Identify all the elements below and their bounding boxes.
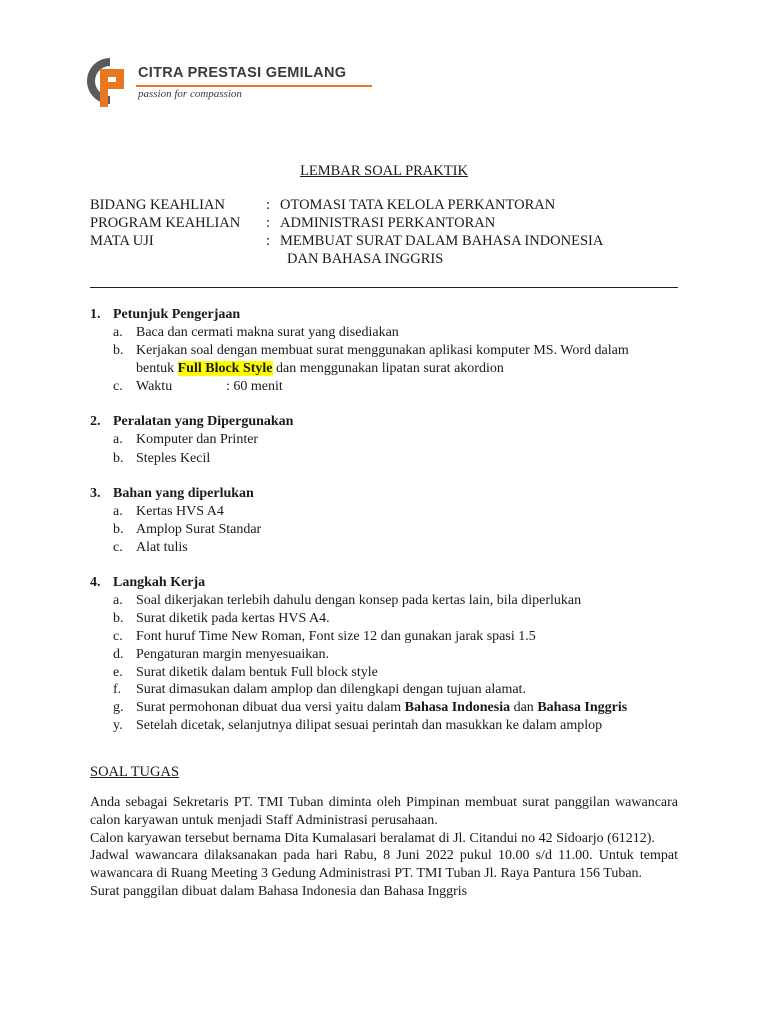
info-sep: :	[266, 215, 271, 231]
list-item-continuation: bentuk Full Block Style dan menggunakan lipatan surat akordion	[136, 361, 504, 376]
paragraph: Jadwal wawancara dilaksanakan pada hari Rabu, 8 Juni 2022 pukul 10.00 s/d 11.00. Untuk tempat wawancara di Ruang Meeting 3 Gedung Administrasi PT. TMI Tuban Jl. Raya Pantura 156 Tuban.	[90, 848, 678, 882]
section-heading: 1. Petunjuk Pengerjaan	[90, 307, 241, 322]
paragraph: Anda sebagai Sekretaris PT. TMI Tuban diminta oleh Pimpinan membuat surat panggilan wawancara calon karyawan untuk menjadi Staff Administrasi perusahaan.	[90, 795, 678, 828]
list-item: b. Kerjakan soal dengan membuat surat menggunakan aplikasi komputer MS. Word dalam	[113, 343, 629, 358]
list-item: a. Komputer dan Printer	[113, 432, 259, 447]
paragraph: Surat panggilan dibuat dalam Bahasa Indonesia dan Bahasa Inggris	[90, 883, 468, 899]
list-item: d. Pengaturan margin menyesuaikan.	[113, 647, 329, 662]
list-item: c. Alat tulis	[113, 540, 188, 555]
info-sep: :	[266, 233, 271, 249]
section-heading: 2. Peralatan yang Dipergunakan	[90, 414, 294, 429]
list-item: a. Kertas HVS A4	[113, 504, 224, 519]
list-item: b. Surat diketik pada kertas HVS A4.	[113, 611, 330, 626]
company-logo	[80, 55, 380, 110]
section-heading: 3. Bahan yang diperlukan	[90, 486, 254, 501]
soal-tugas-body	[90, 794, 678, 901]
info-value-continuation: DAN BAHASA INGGRIS	[287, 251, 444, 267]
list-item: b. Amplop Surat Standar	[113, 522, 262, 537]
info-value: MEMBUAT SURAT DALAM BAHASA INDONESIA	[280, 233, 604, 249]
list-item: c. Waktu : 60 menit	[113, 379, 283, 394]
horizontal-rule	[90, 287, 678, 288]
list-item: f. Surat dimasukan dalam amplop dan dilengkapi dengan tujuan alamat.	[113, 682, 526, 697]
info-label: PROGRAM KEAHLIAN	[90, 215, 241, 231]
list-item: b. Steples Kecil	[113, 451, 211, 466]
section-heading: 4. Langkah Kerja	[90, 575, 206, 590]
cpg-logo-mark	[80, 55, 132, 110]
info-label: BIDANG KEAHLIAN	[90, 197, 225, 213]
info-row-program	[90, 215, 495, 232]
list-item: y. Setelah dicetak, selanjutnya dilipat sesuai perintah dan masukkan ke dalam amplop	[113, 718, 603, 733]
info-row-mata-uji-continuation	[287, 251, 443, 268]
info-row-bidang	[90, 197, 555, 214]
list-item: a. Baca dan cermati makna surat yang disediakan	[113, 325, 399, 340]
document-title: LEMBAR SOAL PRAKTIK	[300, 163, 468, 179]
paragraph: Calon karyawan tersebut bernama Dita Kumalasari beralamat di Jl. Citandui no 42 Sidoarjo (61212).	[90, 830, 655, 846]
list-item: g. Surat permohonan dibuat dua versi yaitu dalam Bahasa Indonesia dan Bahasa Inggris	[113, 700, 628, 715]
list-item: c. Font huruf Time New Roman, Font size 12 dan gunakan jarak spasi 1.5	[113, 629, 536, 644]
list-item: a. Soal dikerjakan terlebih dahulu dengan konsep pada kertas lain, bila diperlukan	[113, 593, 582, 608]
info-sep: :	[266, 197, 271, 213]
info-value: OTOMASI TATA KELOLA PERKANTORAN	[280, 197, 556, 213]
highlighted-text: Full Block Style	[177, 361, 273, 376]
info-value: ADMINISTRASI PERKANTORAN	[280, 215, 496, 231]
info-label: MATA UJI	[90, 233, 154, 249]
info-row-mata-uji	[90, 233, 603, 250]
soal-tugas-heading: SOAL TUGAS	[90, 764, 180, 780]
company-tagline: passion for compassion	[138, 88, 242, 100]
list-item: e. Surat diketik dalam bentuk Full block style	[113, 665, 378, 680]
logo-underline	[136, 85, 372, 87]
company-name: CITRA PRESTASI GEMILANG	[138, 65, 347, 81]
